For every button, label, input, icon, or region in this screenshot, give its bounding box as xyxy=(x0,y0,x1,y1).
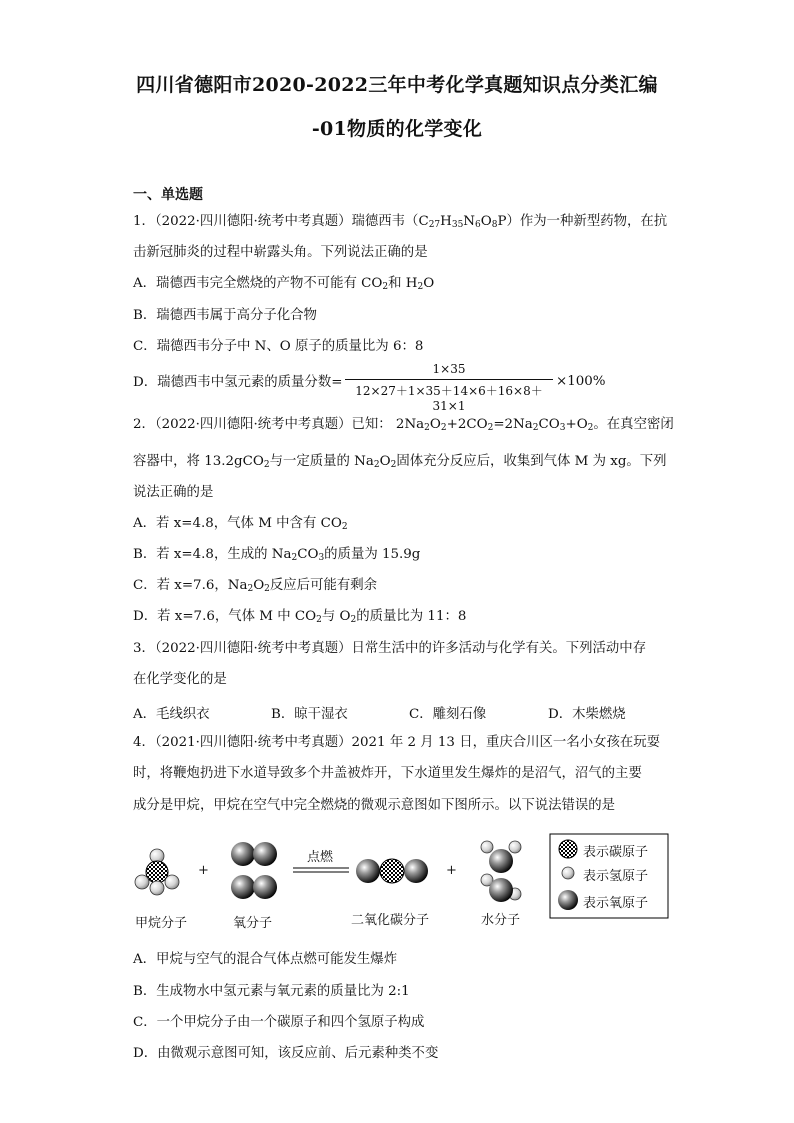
document-title-line1: 四川省德阳市2020-2022三年中考化学真题知识点分类汇编 xyxy=(136,74,658,96)
q4-stem-line3: 成分是甲烷，甲烷在空气中完全燃烧的微观示意图如下图所示。以下说法错误的是 xyxy=(133,798,616,813)
label-carbon-dioxide: 二氧化碳分子 xyxy=(351,913,430,928)
q2-option-d: D．若 x=7.6，气体 M 中 $CO_2$与 $O_2$的质量比为 11：8 xyxy=(133,609,467,625)
document-title-line2: -01物质的化学变化 xyxy=(311,118,483,140)
q2-option-c: C．若 x=7.6，$Na_2O_2$反应后可能有剩余 xyxy=(133,578,378,594)
section-heading: 一、单选题 xyxy=(133,187,203,203)
q3-option-b: B．晾干湿衣 xyxy=(271,707,348,722)
q2-stem-line2: 容器中，将 13.2gCO$_2$与一定质量的 $Na_2O_2$固体充分反应后，收集到气体 M 为 xg。下列 xyxy=(133,454,667,470)
q3-stem-line2: 在化学变化的是 xyxy=(133,672,227,687)
q2-stem-line3: 说法正确的是 xyxy=(133,485,214,500)
q1-stem-line2: 击新冠肺炎的过程中崭露头角。下列说法正确的是 xyxy=(133,245,428,260)
reaction-diagram xyxy=(125,826,685,936)
plus-sign-1: + xyxy=(198,863,209,878)
q1-option-b: B．瑞德西韦属于高分子化合物 xyxy=(133,308,317,323)
q2-stem-line1 xyxy=(133,416,674,434)
q4-stem-line1: 4．（2021·四川德阳·统考中考真题）2021 年 2 月 13 日，重庆合川区一名小女孩在玩耍 xyxy=(133,735,661,750)
q4-stem-line2: 时，将鞭炮扔进下水道导致多个井盖被炸开，下水道里发生爆炸的是沼气，沼气的主要 xyxy=(133,766,642,781)
label-methane: 甲烷分子 xyxy=(135,916,188,931)
q1-option-c: C．瑞德西韦分子中 N、O 原子的质量比为 6：8 xyxy=(133,339,424,354)
q1-fraction-suffix: ×100% xyxy=(556,374,606,389)
reaction-arrow-icon xyxy=(293,868,349,872)
carbon-dioxide-molecule-icon xyxy=(356,859,428,883)
q4-option-a: A．甲烷与空气的混合气体点燃可能发生爆炸 xyxy=(133,952,398,967)
q1-option-d-prefix: D．瑞德西韦中氢元素的质量分数= xyxy=(133,375,343,390)
q1-option-a: A．瑞德西韦完全燃烧的产物不可能有 $CO_2$和 $H_2O$ xyxy=(133,276,435,292)
legend-carbon: 表示碳原子 xyxy=(583,845,649,860)
q1-stem-line1 xyxy=(133,213,667,231)
q4-option-c: C．一个甲烷分子由一个碳原子和四个氢原子构成 xyxy=(133,1015,425,1030)
legend-hydrogen: 表示氢原子 xyxy=(583,869,649,884)
q1-fraction-bar xyxy=(345,379,553,380)
carbon-atom-icon xyxy=(559,840,577,858)
plus-sign-2: + xyxy=(446,863,457,878)
oxygen-molecules-icon xyxy=(231,842,277,899)
hydrogen-atom-icon xyxy=(562,867,574,879)
q1-fraction-denominator: 12×27＋1×35＋14×6＋16×8＋31×1 xyxy=(355,384,543,413)
q3-option-c: C．雕刻石像 xyxy=(409,707,487,722)
q2-equation: $2Na_2O_2+2CO_2=2Na_2CO_3+O_2$ xyxy=(391,417,594,433)
oxygen-atom-icon xyxy=(558,890,578,910)
q4-option-b: B．生成物水中氢元素与氧元素的质量比为 2:1 xyxy=(133,984,410,999)
q2-option-a: A．若 x=4.8，气体 M 中含有 $CO_2$ xyxy=(133,516,348,532)
q3-option-a: A．毛线织衣 xyxy=(133,707,210,722)
water-molecules-icon xyxy=(481,841,521,902)
legend-oxygen: 表示氧原子 xyxy=(583,896,649,911)
q3-option-d: D．木柴燃烧 xyxy=(548,707,626,722)
label-water: 水分子 xyxy=(481,913,521,928)
q3-stem-line1: 3．（2022·四川德阳·统考中考真题）日常生活中的许多活动与化学有关。下列活动中存 xyxy=(133,641,647,656)
q1-stem-b: ）作为一种新型药物，在抗 xyxy=(506,214,668,229)
q2-stem-a: 2．（2022·四川德阳·统考中考真题）已知： xyxy=(133,417,392,432)
q2-option-b: B．若 x=4.8，生成的 $Na_2CO_3$的质量为 15.9g xyxy=(133,547,421,563)
q2-stem-b: 。在真空密闭 xyxy=(593,417,674,432)
q4-option-d: D．由微观示意图可知，该反应前、后元素种类不变 xyxy=(133,1046,439,1061)
q1-formula: $C_{27}H_{35}N_6O_8P$ xyxy=(418,214,507,230)
label-oxygen: 氧分子 xyxy=(233,916,273,931)
methane-molecule-icon xyxy=(135,849,179,895)
q1-stem-a: 1．（2022·四川德阳·统考中考真题）瑞德西韦（ xyxy=(133,214,419,229)
q1-fraction-numerator: 1×35 xyxy=(432,362,466,376)
reaction-condition: 点燃 xyxy=(307,850,334,865)
q1-fraction xyxy=(345,362,553,413)
